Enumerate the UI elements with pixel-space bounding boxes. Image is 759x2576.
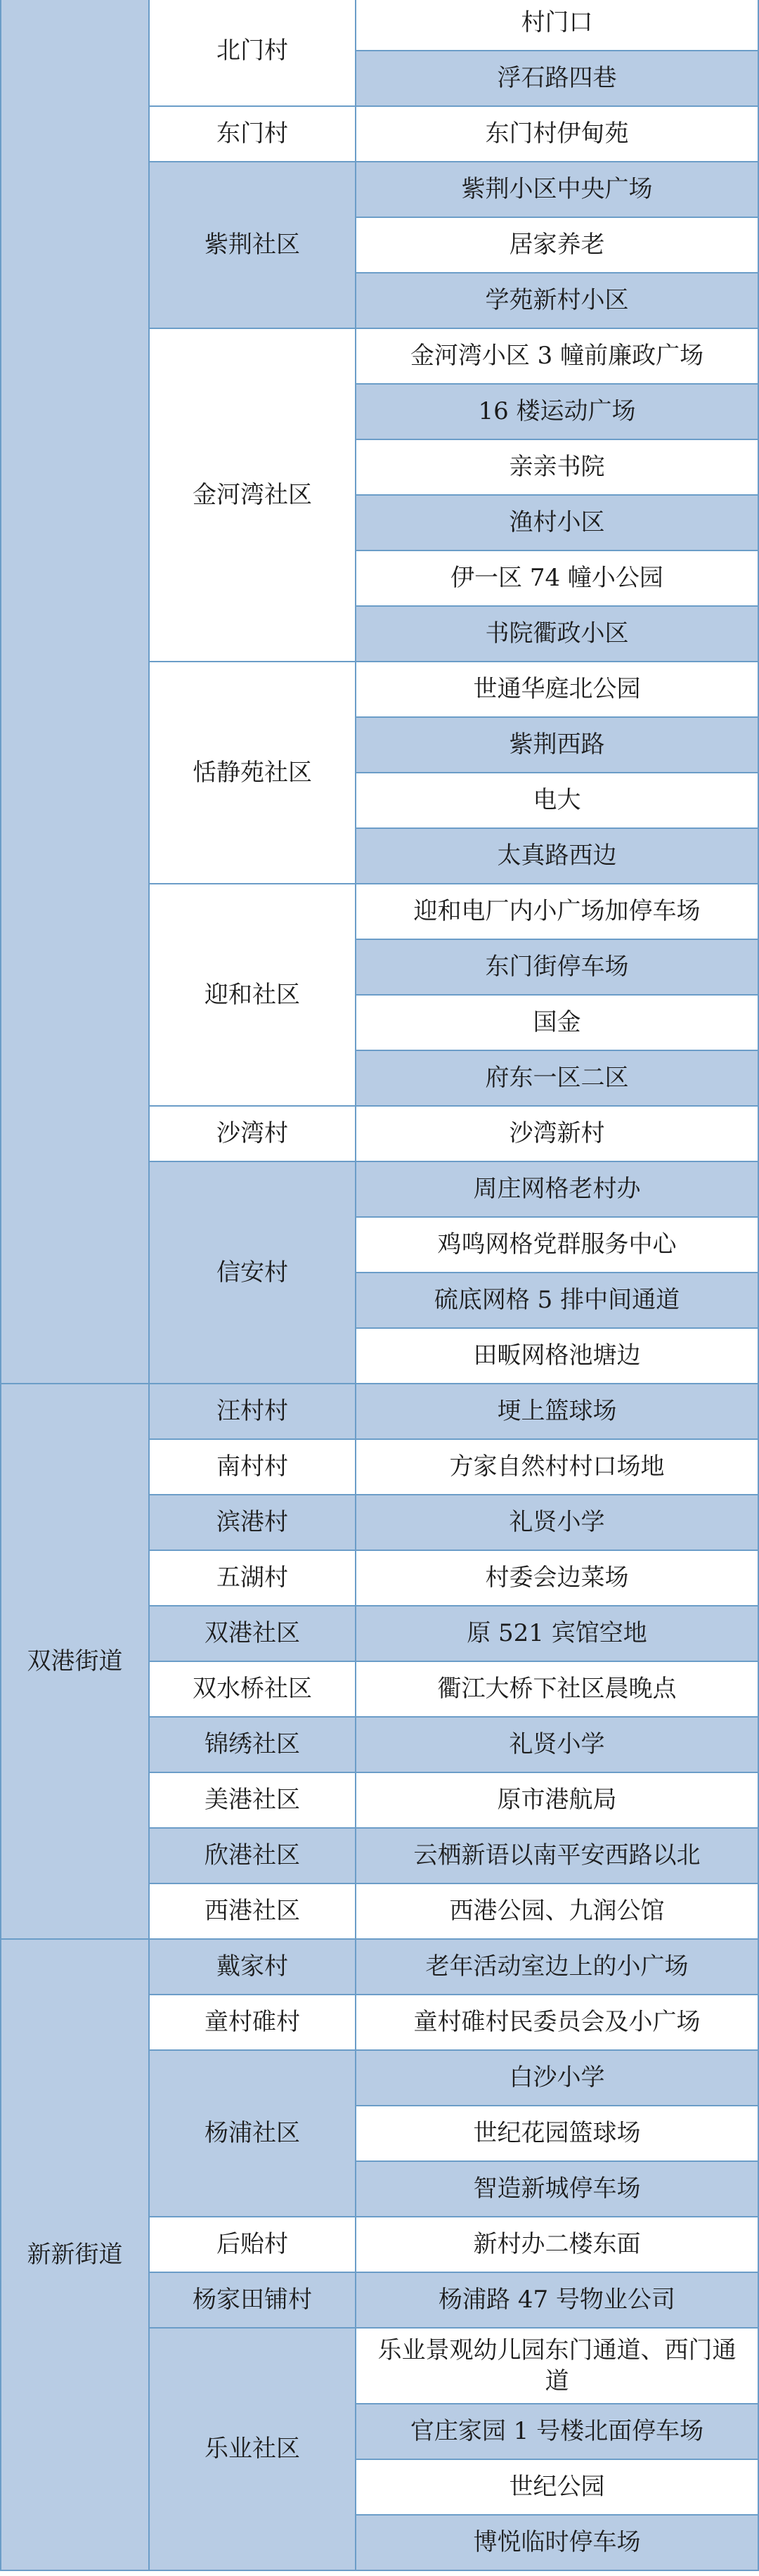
village-cell: 锦绣社区	[150, 1718, 356, 1773]
site-cell: 博悦临时停车场	[356, 2516, 759, 2571]
site-cell: 官庄家园 1 号楼北面停车场	[356, 2404, 759, 2460]
village-cell: 双水桥社区	[150, 1662, 356, 1718]
village-cell: 后贻村	[150, 2217, 356, 2273]
site-cell: 迎和电厂内小广场加停车场	[356, 884, 759, 940]
site-cell: 书院衢政小区	[356, 607, 759, 662]
site-cell: 村委会边菜场	[356, 1551, 759, 1606]
site-cell: 老年活动室边上的小广场	[356, 1940, 759, 1995]
village-cell: 杨浦社区	[150, 2051, 356, 2217]
site-cell: 东门村伊甸苑	[356, 107, 759, 162]
site-cell: 东门街停车场	[356, 940, 759, 996]
site-cell: 浮石路四巷	[356, 51, 759, 107]
village-cell: 东门村	[150, 107, 356, 162]
site-cell: 礼贤小学	[356, 1718, 759, 1773]
site-cell: 童村碓村民委员会及小广场	[356, 1995, 759, 2051]
site-cell: 居家养老	[356, 218, 759, 273]
village-cell: 北门村	[150, 0, 356, 107]
village-cell: 迎和社区	[150, 884, 356, 1107]
site-cell: 鸡鸣网格党群服务中心	[356, 1218, 759, 1273]
village-cell: 南村村	[150, 1440, 356, 1495]
village-cell: 美港社区	[150, 1773, 356, 1829]
site-cell: 太真路西边	[356, 829, 759, 884]
village-cell: 沙湾村	[150, 1107, 356, 1162]
street-cell: 双港街道	[0, 1384, 150, 1940]
village-cell: 戴家村	[150, 1940, 356, 1995]
village-cell: 信安村	[150, 1162, 356, 1384]
site-cell: 府东一区二区	[356, 1051, 759, 1107]
village-cell: 西港社区	[150, 1884, 356, 1940]
village-cell: 乐业社区	[150, 2329, 356, 2571]
site-cell: 埂上篮球场	[356, 1384, 759, 1440]
village-cell: 恬静苑社区	[150, 662, 356, 884]
village-cell: 紫荆社区	[150, 162, 356, 329]
site-cell: 金河湾小区 3 幢前廉政广场	[356, 329, 759, 385]
site-cell: 智造新城停车场	[356, 2162, 759, 2217]
site-cell: 衢江大桥下社区晨晚点	[356, 1662, 759, 1718]
site-cell: 硫底网格 5 排中间通道	[356, 1273, 759, 1329]
street-cell: 新新街道	[0, 1940, 150, 2571]
village-cell: 金河湾社区	[150, 329, 356, 662]
site-cell: 云栖新语以南平安西路以北	[356, 1829, 759, 1884]
site-cell: 16 楼运动广场	[356, 385, 759, 440]
site-cell: 原 521 宾馆空地	[356, 1606, 759, 1662]
site-cell: 紫荆小区中央广场	[356, 162, 759, 218]
village-cell: 五湖村	[150, 1551, 356, 1606]
site-cell: 周庄网格老村办	[356, 1162, 759, 1218]
site-cell: 田畈网格池塘边	[356, 1329, 759, 1384]
village-cell: 汪村村	[150, 1384, 356, 1440]
site-cell: 白沙小学	[356, 2051, 759, 2106]
street-cell	[0, 0, 150, 1384]
site-cell: 国金	[356, 996, 759, 1051]
village-cell: 双港社区	[150, 1606, 356, 1662]
site-cell: 方家自然村村口场地	[356, 1440, 759, 1495]
site-cell: 世纪公园	[356, 2460, 759, 2516]
site-cell: 亲亲书院	[356, 440, 759, 496]
site-cell: 杨浦路 47 号物业公司	[356, 2273, 759, 2329]
village-cell: 滨港村	[150, 1495, 356, 1551]
site-cell: 礼贤小学	[356, 1495, 759, 1551]
site-cell: 世纪花园篮球场	[356, 2106, 759, 2162]
site-cell: 西港公园、九润公馆	[356, 1884, 759, 1940]
village-cell: 欣港社区	[150, 1829, 356, 1884]
site-cell: 学苑新村小区	[356, 273, 759, 329]
site-cell: 电大	[356, 773, 759, 829]
site-cell: 乐业景观幼儿园东门通道、西门通道	[356, 2329, 759, 2404]
site-cell: 伊一区 74 幢小公园	[356, 551, 759, 607]
site-cell: 沙湾新村	[356, 1107, 759, 1162]
site-cell: 原市港航局	[356, 1773, 759, 1829]
site-cell: 渔村小区	[356, 496, 759, 551]
village-cell: 杨家田铺村	[150, 2273, 356, 2329]
site-cell: 新村办二楼东面	[356, 2217, 759, 2273]
site-cell: 世通华庭北公园	[356, 662, 759, 718]
site-cell: 村门口	[356, 0, 759, 51]
village-cell: 童村碓村	[150, 1995, 356, 2051]
site-cell: 紫荆西路	[356, 718, 759, 773]
